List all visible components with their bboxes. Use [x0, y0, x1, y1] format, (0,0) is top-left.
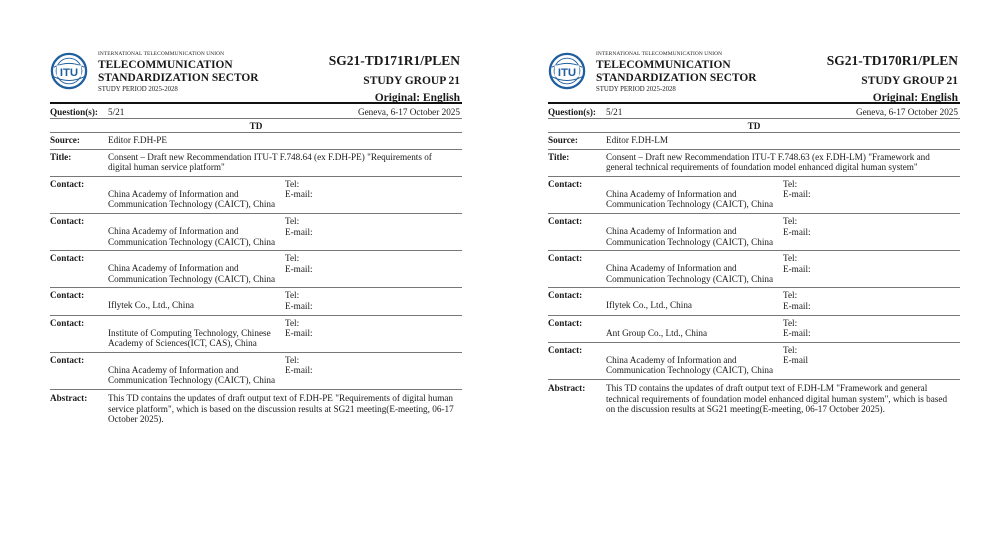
- study-group: STUDY GROUP 21: [861, 75, 958, 87]
- contact-org: [108, 355, 285, 386]
- contact-email: E-mail:: [285, 226, 313, 237]
- contact-org-text: Ant Group Co., Ltd., China: [606, 327, 708, 338]
- contact-org: [108, 253, 285, 284]
- org-name-line1: TELECOMMUNICATION: [98, 59, 233, 71]
- contact-tel: Tel:: [285, 253, 300, 264]
- question-value: 5/21: [606, 107, 623, 117]
- contact-org-text: China Academy of Information and Communication Technology (CAICT), China: [606, 188, 774, 210]
- study-period: STUDY PERIOD 2025-2028: [98, 86, 178, 94]
- contact-row: [50, 177, 462, 214]
- contact-email: E-mail: [783, 355, 809, 366]
- contact-label: Contact:: [50, 290, 85, 301]
- contact-row: [548, 177, 960, 214]
- title-label: Title:: [548, 151, 570, 162]
- title-value: Consent – Draft new Recommendation ITU-T F.748.64 (ex F.DH-PE) "Requirements of digital human service platform": [108, 151, 432, 173]
- question-label: Question(s):: [50, 107, 98, 117]
- contact-org: [108, 318, 285, 349]
- abstract-row: [50, 390, 462, 427]
- contact-label: Contact:: [548, 215, 583, 226]
- contact-details: [285, 216, 462, 247]
- contact-email: E-mail:: [285, 328, 313, 339]
- svg-text:ITU: ITU: [59, 66, 79, 79]
- contact-org: [108, 216, 285, 247]
- contact-details: [783, 253, 960, 284]
- contact-tel: Tel:: [285, 354, 300, 365]
- abstract-label: Abstract:: [50, 392, 88, 403]
- contact-tel: Tel:: [783, 215, 798, 226]
- source-label: Source:: [548, 135, 578, 145]
- contact-org-text: China Academy of Information and Communication Technology (CAICT), China: [606, 263, 774, 284]
- contact-label: Contact:: [548, 253, 583, 264]
- place-date: Geneva, 6-17 October 2025: [357, 107, 460, 117]
- contact-tel: Tel:: [285, 178, 300, 189]
- source-row: [50, 133, 462, 150]
- document-right: [548, 48, 960, 540]
- doc-id-block: [827, 53, 958, 105]
- td-heading: TD: [50, 119, 462, 133]
- contact-details: [285, 179, 462, 210]
- place-date: Geneva, 6-17 October 2025: [855, 107, 958, 117]
- contact-org: [606, 253, 783, 284]
- contact-row: [548, 214, 960, 251]
- contact-org-text: China Academy of Information and Communication Technology (CAICT), China: [108, 364, 276, 386]
- contact-tel: Tel:: [285, 317, 300, 328]
- contact-org: [606, 290, 783, 311]
- title-row: [548, 150, 960, 177]
- contact-row: [50, 251, 462, 288]
- contact-org: [606, 179, 783, 210]
- contact-row: [50, 316, 462, 353]
- contact-label: Contact:: [50, 178, 85, 189]
- contact-row: [50, 353, 462, 390]
- study-period: STUDY PERIOD 2025-2028: [596, 86, 676, 94]
- contact-email: E-mail:: [285, 189, 313, 200]
- source-value: Editor F.DH-PE: [108, 135, 167, 145]
- contact-details: [285, 290, 462, 311]
- org-name-line2: STANDARDIZATION SECTOR: [98, 72, 259, 85]
- contact-details: [783, 179, 960, 210]
- contact-email: E-mail:: [285, 263, 313, 274]
- org-block: [98, 51, 258, 94]
- contact-email: E-mail:: [783, 300, 811, 311]
- contact-label: Contact:: [50, 317, 85, 328]
- td-heading: TD: [548, 119, 960, 133]
- original-language: Original: English: [872, 92, 958, 104]
- contact-row: [50, 214, 462, 251]
- org-block: [596, 51, 756, 94]
- contact-label: Contact:: [548, 317, 583, 328]
- contact-org-text: China Academy of Information and Communication Technology (CAICT), China: [108, 263, 276, 284]
- doc-header: [50, 48, 462, 104]
- contact-org: [108, 179, 285, 210]
- doc-number: SG21-TD170R1/PLEN: [826, 53, 958, 68]
- study-group: STUDY GROUP 21: [363, 75, 460, 87]
- contact-tel: Tel:: [783, 344, 798, 355]
- itu-logo-icon: [50, 52, 88, 90]
- contact-email: E-mail:: [783, 226, 811, 237]
- contact-label: Contact:: [50, 354, 85, 365]
- contact-details: [285, 318, 462, 349]
- contact-email: E-mail:: [285, 365, 313, 376]
- question-value: 5/21: [108, 107, 125, 117]
- original-language: Original: English: [374, 92, 460, 104]
- abstract-label: Abstract:: [548, 382, 586, 393]
- contact-email: E-mail:: [783, 263, 811, 274]
- svg-text:ITU: ITU: [557, 66, 577, 79]
- document-left: [50, 48, 462, 540]
- org-name-line2: STANDARDIZATION SECTOR: [596, 72, 757, 85]
- abstract-row: [548, 380, 960, 417]
- question-label: Question(s):: [548, 107, 596, 117]
- doc-number: SG21-TD171R1/PLEN: [328, 53, 460, 68]
- contact-org: [606, 345, 783, 376]
- contact-details: [783, 345, 960, 376]
- doc-header: [548, 48, 960, 104]
- contact-tel: Tel:: [783, 317, 798, 328]
- itu-logo-icon: [548, 52, 586, 90]
- contact-tel: Tel:: [285, 290, 300, 301]
- contact-org: [108, 290, 285, 311]
- contact-row: [50, 288, 462, 315]
- contact-details: [285, 253, 462, 284]
- contact-label: Contact:: [548, 290, 583, 301]
- contact-org: [606, 216, 783, 247]
- question-row: [50, 104, 462, 119]
- contact-details: [783, 318, 960, 339]
- contact-details: [783, 216, 960, 247]
- doc-id-block: [329, 53, 460, 105]
- contact-org: [606, 318, 783, 339]
- abstract-value: This TD contains the updates of draft output text of F.DH-PE "Requirements of digital human service platform", which is based on the discussion results at SG21 meeting(E-meeting, 06-17 October 2025).: [108, 392, 454, 425]
- contact-tel: Tel:: [285, 215, 300, 226]
- title-value: Consent – Draft new Recommendation ITU-T F.748.63 (ex F.DH-LM) "Framework and general technical requirements of foundation model enhanced digital human system": [606, 151, 930, 173]
- source-row: [548, 133, 960, 150]
- contact-label: Contact:: [50, 215, 85, 226]
- contact-org-text: Institute of Computing Technology, Chinese Academy of Sciences(ICT, CAS), China: [108, 327, 271, 349]
- question-row: [548, 104, 960, 119]
- contact-tel: Tel:: [783, 290, 798, 301]
- contact-details: [285, 355, 462, 386]
- org-name-line1: TELECOMMUNICATION: [596, 59, 731, 71]
- contact-row: [548, 251, 960, 288]
- title-row: [50, 150, 462, 177]
- contact-label: Contact:: [548, 344, 583, 355]
- org-small-label: INTERNATIONAL TELECOMMUNICATION UNION: [596, 51, 723, 57]
- contact-org-text: China Academy of Information and Communication Technology (CAICT), China: [108, 188, 276, 210]
- contact-label: Contact:: [548, 178, 583, 189]
- contact-org-text: Iflytek Co., Ltd., China: [108, 300, 194, 311]
- source-label: Source:: [50, 135, 80, 145]
- contact-row: [548, 288, 960, 315]
- contact-email: E-mail:: [285, 300, 313, 311]
- source-value: Editor F.DH-LM: [606, 135, 669, 145]
- contact-email: E-mail:: [783, 328, 811, 339]
- org-small-label: INTERNATIONAL TELECOMMUNICATION UNION: [98, 51, 225, 57]
- contact-row: [548, 343, 960, 380]
- contact-label: Contact:: [50, 253, 85, 264]
- contact-org-text: Iflytek Co., Ltd., China: [606, 300, 692, 311]
- contact-details: [783, 290, 960, 311]
- contact-tel: Tel:: [783, 253, 798, 264]
- contact-tel: Tel:: [783, 178, 798, 189]
- contact-org-text: China Academy of Information and Communication Technology (CAICT), China: [606, 225, 774, 247]
- contact-org-text: China Academy of Information and Communication Technology (CAICT), China: [606, 354, 774, 376]
- title-label: Title:: [50, 151, 72, 162]
- contact-row: [548, 316, 960, 343]
- abstract-value: This TD contains the updates of draft output text of F.DH-LM "Framework and general technical requirements of foundation model enhanced digital human system", which is based on the discussion results at SG21 meeting(E-meeting, 06-17 October 2025).: [606, 382, 948, 415]
- contact-org-text: China Academy of Information and Communication Technology (CAICT), China: [108, 225, 276, 247]
- contact-email: E-mail:: [783, 189, 811, 200]
